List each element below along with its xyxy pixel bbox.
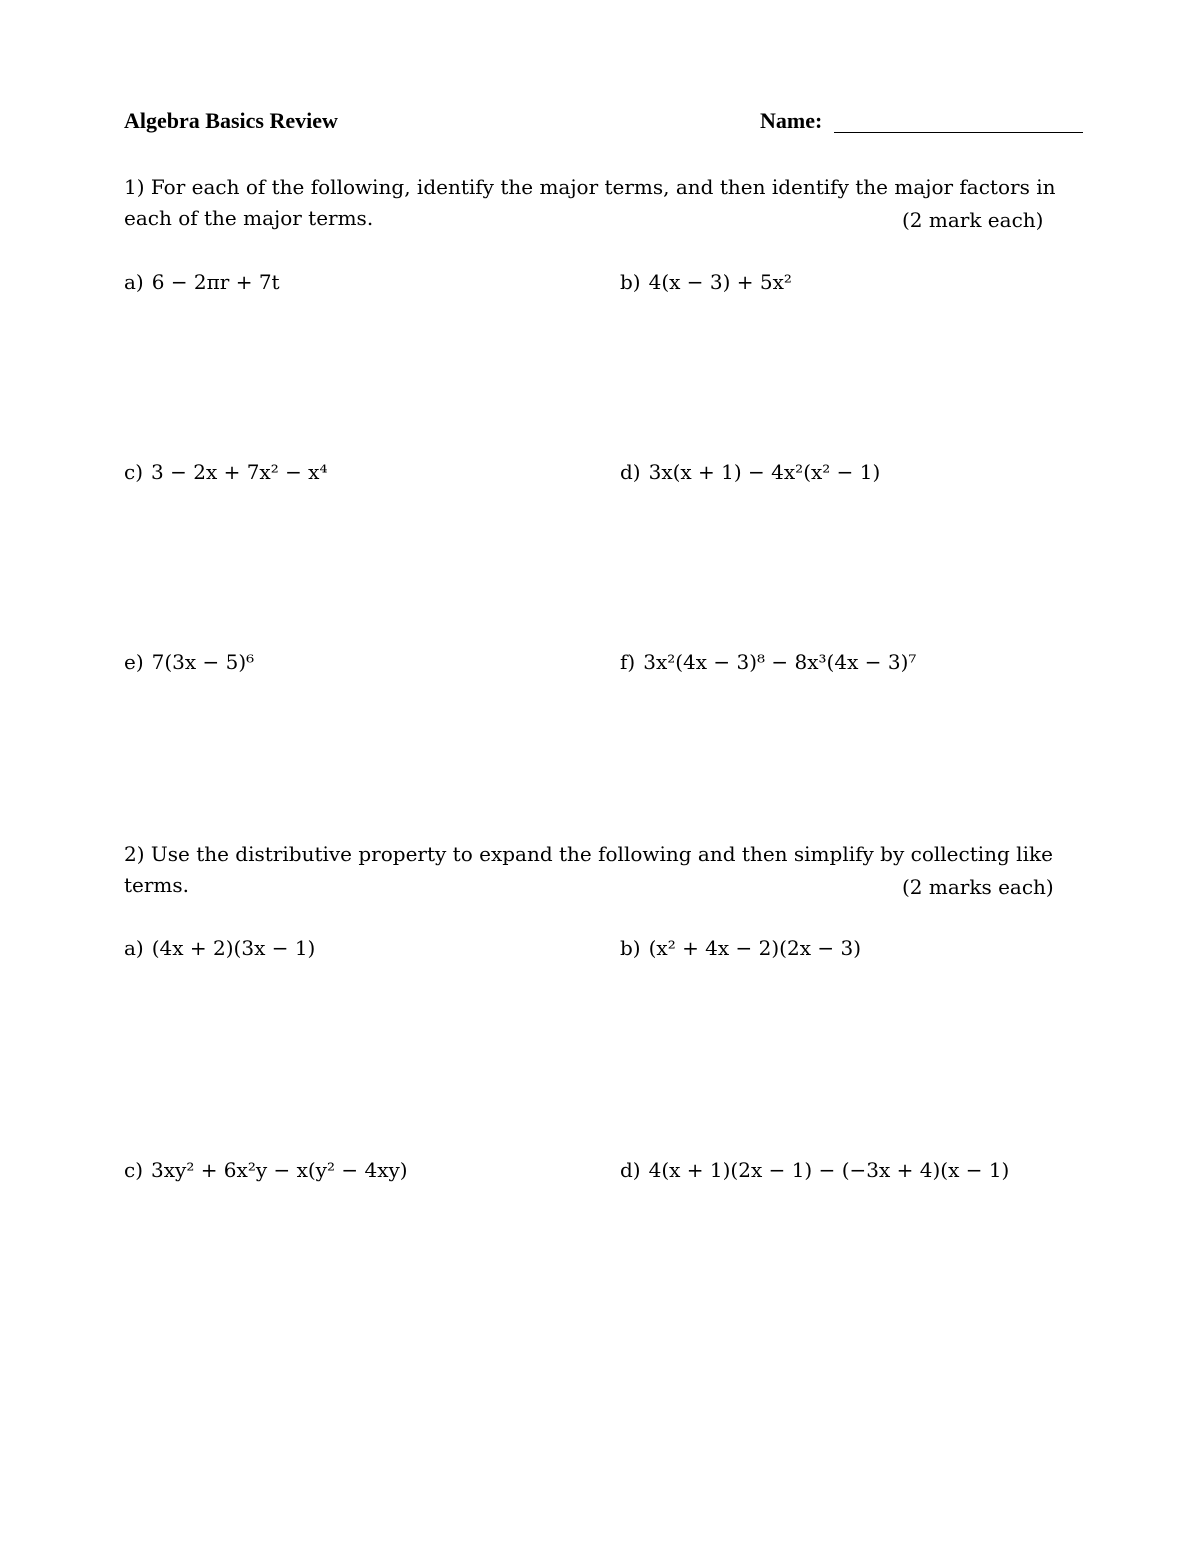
q1-item-a (124, 270, 280, 294)
expression: (x² + 4x − 2)(2x − 3) (648, 936, 861, 960)
q1-item-e (124, 650, 254, 674)
problem-label: a) (124, 936, 144, 960)
expression: 7(3x − 5)⁶ (151, 650, 255, 674)
q1-marks: (2 mark each) (902, 208, 1044, 232)
q1-prompt-line1: 1) For each of the following, identify the major terms, and then identify the major factors in (124, 175, 1056, 199)
problem-label: c) (124, 1158, 144, 1182)
problem-label: b) (620, 270, 641, 294)
q2-prompt-line2: terms. (124, 873, 190, 897)
q1-item-d (620, 460, 880, 484)
problem-label: e) (124, 650, 144, 674)
expression: 3x²(4x − 3)⁸ − 8x³(4x − 3)⁷ (643, 650, 917, 674)
name-blank-line (834, 112, 1083, 133)
q1-item-b (620, 270, 792, 294)
expression: 3 − 2x + 7x² − x⁴ (151, 460, 328, 484)
q2-item-d (620, 1158, 1009, 1182)
expression: (4x + 2)(3x − 1) (151, 936, 316, 960)
q2-prompt-line1: 2) Use the distributive property to expand the following and then simplify by collecting like (124, 842, 1053, 866)
problem-label: a) (124, 270, 144, 294)
q2-item-c (124, 1158, 408, 1182)
problem-label: d) (620, 460, 641, 484)
q1-prompt-line2: each of the major terms. (124, 206, 374, 230)
expression: 6 − 2πr + 7t (151, 270, 280, 294)
expression: 3xy² + 6x²y − x(y² − 4xy) (151, 1158, 408, 1182)
problem-label: f) (620, 650, 636, 674)
expression: 4(x − 3) + 5x² (648, 270, 792, 294)
q2-item-a (124, 936, 315, 960)
problem-label: b) (620, 936, 641, 960)
expression: 3x(x + 1) − 4x²(x² − 1) (648, 460, 881, 484)
worksheet-title: Algebra Basics Review (124, 108, 338, 133)
q1-item-f (620, 650, 916, 674)
expression: 4(x + 1)(2x − 1) − (−3x + 4)(x − 1) (648, 1158, 1010, 1182)
q2-marks: (2 marks each) (902, 875, 1054, 899)
q2-item-b (620, 936, 861, 960)
q1-item-c (124, 460, 327, 484)
problem-label: c) (124, 460, 144, 484)
problem-label: d) (620, 1158, 641, 1182)
name-label: Name: (760, 108, 823, 133)
